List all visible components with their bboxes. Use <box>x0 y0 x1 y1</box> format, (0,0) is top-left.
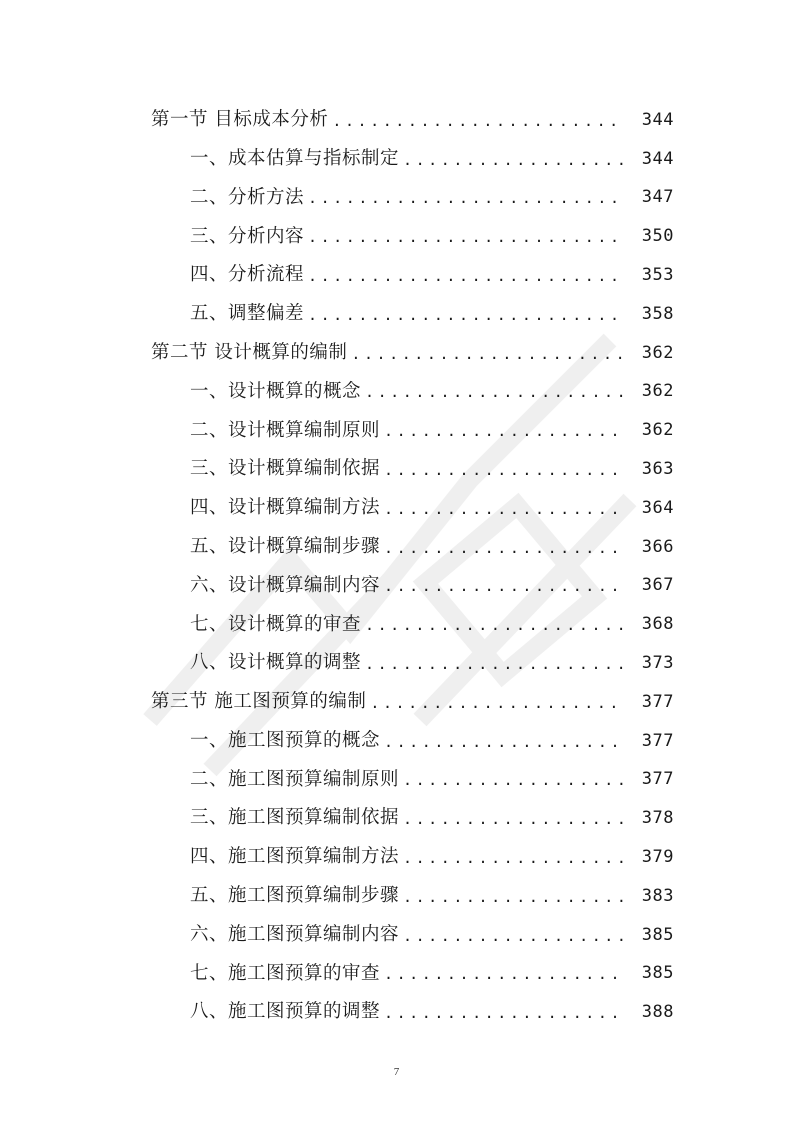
toc-page-number: 366 <box>641 536 674 557</box>
toc-entry-title: 第二节 设计概算的编制 <box>151 341 348 363</box>
toc-dot-leader <box>308 308 624 323</box>
toc-item-entry[interactable] <box>0 140 793 179</box>
toc-dot-leader <box>403 890 624 905</box>
toc-item-entry[interactable] <box>0 993 793 1032</box>
toc-entry-title: 四、分析流程 <box>190 264 305 286</box>
toc-page-number: 347 <box>641 187 674 208</box>
toc-entry-title: 一、施工图预算的概念 <box>190 729 381 751</box>
toc-item-entry[interactable] <box>0 217 793 256</box>
toc-page-number: 353 <box>641 265 674 286</box>
footer-page-number: 7 <box>393 1066 400 1078</box>
toc-page-number: 344 <box>641 109 674 130</box>
toc-page-number: 377 <box>641 730 674 751</box>
toc-dot-leader <box>384 541 624 556</box>
toc-dot-leader <box>384 502 624 517</box>
toc-page-number: 363 <box>641 459 674 480</box>
toc-dot-leader <box>403 153 624 168</box>
toc-page-number: 350 <box>641 226 674 247</box>
toc-dot-leader <box>308 269 624 284</box>
toc-page-number: 364 <box>641 497 674 518</box>
toc-page-number: 379 <box>641 847 674 868</box>
toc-entry-title: 八、设计概算的调整 <box>190 652 362 674</box>
toc-item-entry[interactable] <box>0 916 793 955</box>
toc-entry-title: 四、施工图预算编制方法 <box>190 846 400 868</box>
toc-item-entry[interactable] <box>0 761 793 800</box>
toc-item-entry[interactable] <box>0 373 793 412</box>
toc-item-entry[interactable] <box>0 489 793 528</box>
toc-entry-title: 三、分析内容 <box>190 225 305 247</box>
toc-entry-title: 八、施工图预算的调整 <box>190 1001 381 1023</box>
toc-page-number: 373 <box>641 653 674 674</box>
toc-page-number: 344 <box>641 148 674 169</box>
toc-page-number: 362 <box>641 342 674 363</box>
toc-page-number: 385 <box>641 963 674 984</box>
toc-page-number: 388 <box>641 1002 674 1023</box>
toc-entry-title: 二、设计概算编制原则 <box>190 419 381 441</box>
toc-dot-leader <box>384 735 624 750</box>
toc-entry-title: 六、施工图预算编制内容 <box>190 923 400 945</box>
toc-dot-leader <box>403 929 624 944</box>
toc-dot-leader <box>365 657 624 672</box>
toc-entry-title: 七、设计概算的审查 <box>190 613 362 635</box>
toc-page-number: 378 <box>641 808 674 829</box>
toc-dot-leader <box>351 347 624 362</box>
toc-page-number: 385 <box>641 924 674 945</box>
toc-item-entry[interactable] <box>0 644 793 683</box>
toc-dot-leader <box>384 967 624 982</box>
toc-entry-title: 三、施工图预算编制依据 <box>190 807 400 829</box>
toc-item-entry[interactable] <box>0 295 793 334</box>
toc-dot-leader <box>384 463 624 478</box>
toc-dot-leader <box>370 696 624 711</box>
toc-item-entry[interactable] <box>0 955 793 994</box>
toc-page-number: 383 <box>641 885 674 906</box>
toc-section-entry[interactable] <box>0 683 793 722</box>
toc-dot-leader <box>332 114 624 129</box>
toc-item-entry[interactable] <box>0 528 793 567</box>
toc-dot-leader <box>308 230 624 245</box>
toc-page-number: 362 <box>641 381 674 402</box>
toc-page-number: 377 <box>641 691 674 712</box>
toc-dot-leader <box>403 812 624 827</box>
toc-page-number: 368 <box>641 614 674 635</box>
toc-entry-title: 三、设计概算编制依据 <box>190 458 381 480</box>
toc-section-entry[interactable] <box>0 101 793 140</box>
toc-dot-leader <box>384 1006 624 1021</box>
toc-dot-leader <box>384 579 624 594</box>
toc-dot-leader <box>365 618 624 633</box>
toc-section-entry[interactable] <box>0 334 793 373</box>
toc-entry-title: 一、设计概算的概念 <box>190 380 362 402</box>
toc-entry-title: 五、施工图预算编制步骤 <box>190 885 400 907</box>
toc-entry-title: 六、设计概算编制内容 <box>190 574 381 596</box>
toc-item-entry[interactable] <box>0 411 793 450</box>
toc-item-entry[interactable] <box>0 877 793 916</box>
toc-page-number: 377 <box>641 769 674 790</box>
toc-dot-leader <box>308 191 624 206</box>
toc-page-number: 362 <box>641 420 674 441</box>
toc-entry-title: 一、成本估算与指标制定 <box>190 147 400 169</box>
toc-dot-leader <box>403 773 624 788</box>
toc-entry-title: 第三节 施工图预算的编制 <box>151 691 367 713</box>
toc-item-entry[interactable] <box>0 179 793 218</box>
toc-entry-title: 四、设计概算编制方法 <box>190 497 381 519</box>
toc-item-entry[interactable] <box>0 722 793 761</box>
toc-item-entry[interactable] <box>0 256 793 295</box>
toc-dot-leader <box>365 385 624 400</box>
toc-dot-leader <box>384 424 624 439</box>
toc-dot-leader <box>403 851 624 866</box>
toc-item-entry[interactable] <box>0 838 793 877</box>
toc-item-entry[interactable] <box>0 799 793 838</box>
toc-entry-title: 五、设计概算编制步骤 <box>190 535 381 557</box>
toc-page-number: 367 <box>641 575 674 596</box>
toc-page-number: 358 <box>641 303 674 324</box>
toc-entry-title: 二、分析方法 <box>190 186 305 208</box>
toc-entry-title: 七、施工图预算的审查 <box>190 962 381 984</box>
table-of-contents <box>0 101 793 1032</box>
toc-item-entry[interactable] <box>0 450 793 489</box>
toc-item-entry[interactable] <box>0 605 793 644</box>
toc-entry-title: 第一节 目标成本分析 <box>151 109 329 131</box>
toc-entry-title: 五、调整偏差 <box>190 303 305 325</box>
toc-entry-title: 二、施工图预算编制原则 <box>190 768 400 790</box>
toc-item-entry[interactable] <box>0 567 793 606</box>
